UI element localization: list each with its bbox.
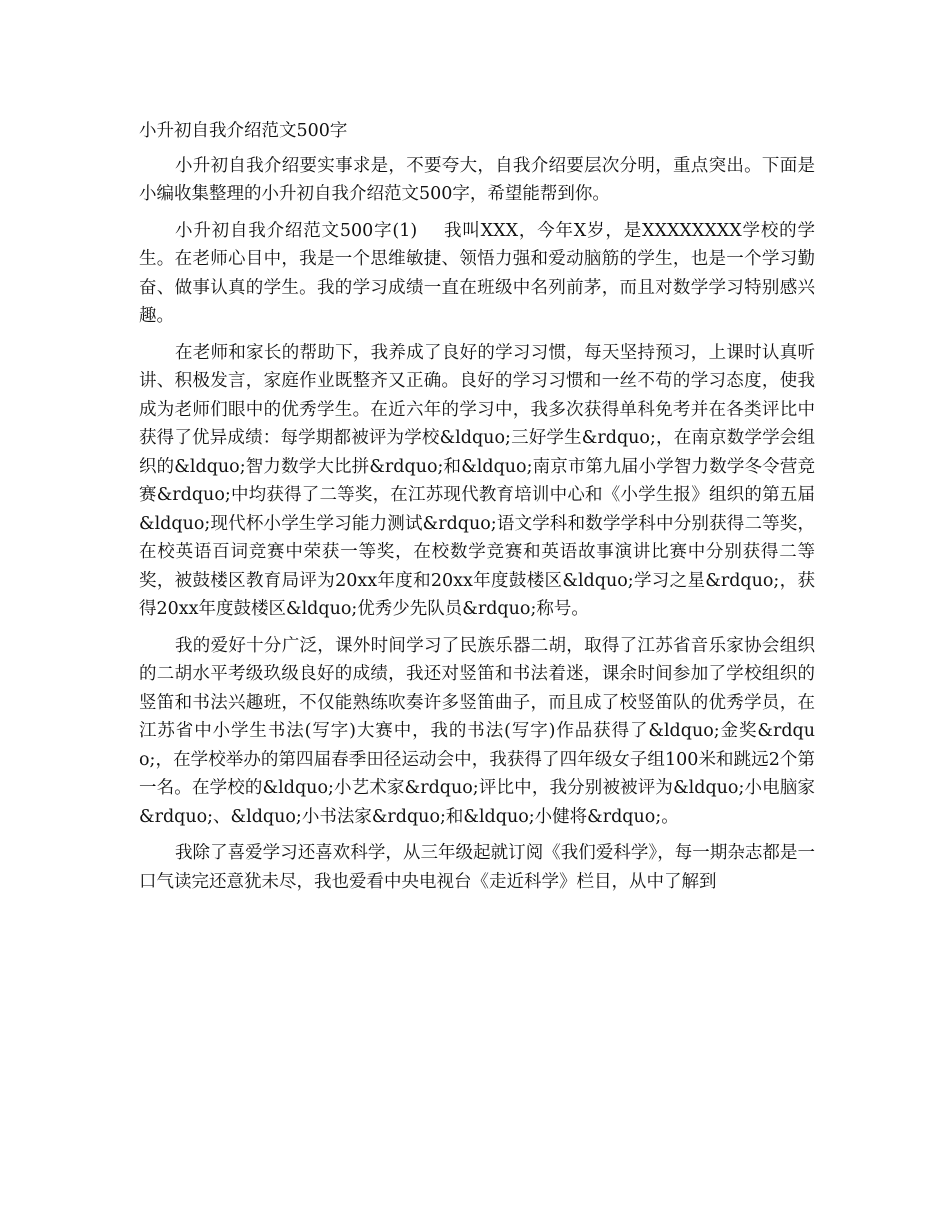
sample-paragraph-4: 我除了喜爱学习还喜欢科学，从三年级起就订阅《我们爱科学》，每一期杂志都是一口气读完还意犹未尽，我也爱看中央电视台《走近科学》栏目，从中了解到 [139, 843, 815, 892]
paragraph-text: 我叫XXX，今年X岁，是XXXXXXXX学校的学生。在老师心目中，我是一个思维敏捷、领悟力强和爱动脑筋的学生，也是一个学习勤奋、做事认真的学生。我的学习成绩一直在班级中名列前茅，而且对数学学习特别感兴趣。 [139, 220, 815, 326]
sample-heading: 小升初自我介绍范文500字(1) [175, 220, 418, 241]
sample-paragraph-2: 在老师和家长的帮助下，我养成了良好的学习习惯，每天坚持预习，上课时认真听讲、积极发言，家庭作业既整齐又正确。良好的学习习惯和一丝不苟的学习态度，使我成为老师们眼中的优秀学生。在近六年的学习中，我多次获得单科免考并在各类评比中获得了优异成绩：每学期都被评为学校&ldquo;三好学生&rdquo;，在南京数学学会组织的&ldquo;智力数学大比拼&rdquo;和&ldquo;南京市第九届小学智力数学冬令营竞赛&rdquo;中均获得了二等奖，在江苏现代教育培训中心和《小学生报》组织的第五届&ldquo;现代杯小学生学习能力测试&rdquo;语文学科和数学学科中分别获得二等奖，在校英语百词竞赛中荣获一等奖，在校数学竞赛和英语故事演讲比赛中分别获得二等奖，被鼓楼区教育局评为20xx年度和20xx年度鼓楼区&ldquo;学习之星&rdquo;，获得20xx年度鼓楼区&ldquo;优秀少先队员&rdquo;称号。 [139, 342, 815, 619]
sample-paragraph-1 [139, 217, 815, 331]
intro-paragraph: 小升初自我介绍要实事求是，不要夸大，自我介绍要层次分明，重点突出。下面是小编收集整理的小升初自我介绍范文500字，希望能帮到你。 [139, 155, 815, 204]
sample-paragraph-3: 我的爱好十分广泛，课外时间学习了民族乐器二胡，取得了江苏省音乐家协会组织的二胡水平考级玖级良好的成绩，我还对竖笛和书法着迷，课余时间参加了学校组织的竖笛和书法兴趣班，不仅能熟练吹奏许多竖笛曲子，而且成了校竖笛队的优秀学员，在江苏省中小学生书法(写字)大赛中，我的书法(写字)作品获得了&ldquo;金奖&rdquo;，在学校举办的第四届春季田径运动会中，我获得了四年级女子组100米和跳远2个第一名。在学校的&ldquo;小艺术家&rdquo;评比中，我分别被被评为&ldquo;小电脑家&rdquo;、&ldquo;小书法家&rdquo;和&ldquo;小健将&rdquo;。 [139, 635, 815, 827]
document-title: 小升初自我介绍范文500字 [139, 121, 348, 141]
document-body [139, 117, 815, 904]
